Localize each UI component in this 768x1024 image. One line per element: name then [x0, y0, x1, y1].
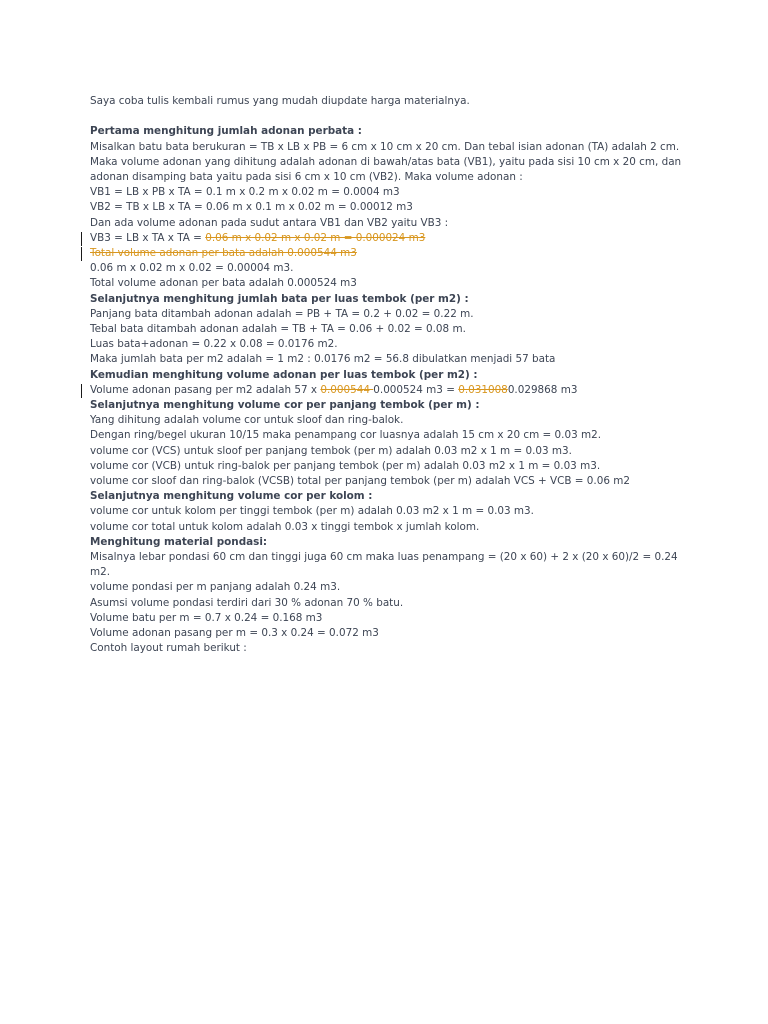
panjang-bata-line: Panjang bata ditambah adonan adalah = PB + TA = 0.2 + 0.02 = 0.22 m.	[90, 307, 474, 320]
volume-pondasi-line: volume pondasi per m panjang adalah 0.24 m3.	[90, 581, 341, 594]
document-body	[90, 94, 690, 657]
asumsi-line: Asumsi volume pondasi terdiri dari 30 % adonan 70 % batu.	[90, 596, 404, 609]
cor-kolom-line: volume cor untuk kolom per tinggi tembok (per m) adalah 0.03 m2 x 1 m = 0.03 m3.	[90, 505, 534, 518]
cor-total-kolom-line: volume cor total untuk kolom adalah 0.03 x tinggi tembok x jumlah kolom.	[90, 520, 480, 533]
volume-adonan-text-1: Volume adonan pasang per m2 adalah 57 x	[90, 383, 321, 396]
brick-size-paragraph: Misalkan batu bata berukuran = TB x LB x PB = 6 cm x 10 cm x 20 cm. Dan tebal isian adonan (TA) adalah 2 cm. Maka volume adonan yang dihitung adalah adonan di bawah/atas bata (VB1), yaitu pada sisi 10 cm x 20 cm, dan adonan disamping bata yaitu pada sisi 6 cm x 10 cm (VB2). Maka volume adonan :	[90, 140, 682, 183]
vb1-formula: VB1 = LB x PB x TA = 0.1 m x 0.2 m x 0.02 m = 0.0004 m3	[90, 186, 400, 199]
vcb-line: volume cor (VCB) untuk ring-balok per panjang tembok (per m) adalah 0.03 m2 x 1 m = 0.03 m3.	[90, 459, 601, 472]
section-heading-adonan-perbata: Pertama menghitung jumlah adonan perbata :	[90, 125, 362, 138]
vb3-prefix: VB3 = LB x TA x TA =	[90, 231, 206, 244]
contoh-layout-line: Contoh layout rumah berikut :	[90, 642, 247, 655]
deleted-value-2: 0.031008	[458, 383, 508, 396]
vb2-formula: VB2 = TB x LB x TA = 0.06 m x 0.1 m x 0.02 m = 0.00012 m3	[90, 201, 413, 214]
section-heading-pondasi: Menghitung material pondasi:	[90, 535, 268, 548]
pondasi-paragraph: Misalnya lebar pondasi 60 cm dan tinggi juga 60 cm maka luas penampang = (20 x 60) + 2 x (20 x 60)/2 = 0.24 m2.	[90, 551, 678, 579]
volume-adonan-text-3: 0.029868 m3	[507, 383, 578, 396]
total-deleted-text: Total volume adonan per bata adalah 0.000544 m3	[90, 247, 357, 260]
section-heading-adonan-per-m2: Kemudian menghitung volume adonan per luas tembok (per m2) :	[90, 368, 478, 381]
deleted-total-line	[90, 246, 690, 261]
volume-adonan-pasang-line	[90, 383, 690, 398]
vcs-line: volume cor (VCS) untuk sloof per panjang tembok (per m) adalah 0.03 m2 x 1 m = 0.03 m3.	[90, 444, 572, 457]
cor-intro-line: Yang dihitung adalah volume cor untuk sloof dan ring-balok.	[90, 414, 404, 427]
luas-bata-line: Luas bata+adonan = 0.22 x 0.08 = 0.0176 m2.	[90, 338, 338, 351]
vb3-formula	[90, 231, 690, 246]
intro-text: Saya coba tulis kembali rumus yang mudah diupdate harga materialnya.	[90, 95, 470, 107]
tebal-bata-line: Tebal bata ditambah adonan adalah = TB + TA = 0.06 + 0.02 = 0.08 m.	[90, 323, 466, 336]
total-adonan-per-bata: Total volume adonan per bata adalah 0.000524 m3	[90, 277, 357, 290]
volume-adonan-pondasi-line: Volume adonan pasang per m = 0.3 x 0.24 = 0.072 m3	[90, 627, 379, 640]
volume-adonan-text-2: 0.000524 m3 =	[373, 383, 459, 396]
paragraph-gap	[90, 109, 690, 124]
deleted-value-1: 0.000544	[320, 383, 374, 396]
vb3-intro: Dan ada volume adonan pada sudut antara VB1 dan VB2 yaitu VB3 :	[90, 216, 449, 229]
ring-begel-line: Dengan ring/begel ukuran 10/15 maka penampang cor luasnya adalah 15 cm x 20 cm = 0.03 m2.	[90, 429, 602, 442]
section-heading-cor-per-panjang: Selanjutnya menghitung volume cor per panjang tembok (per m) :	[90, 399, 480, 412]
volume-batu-line: Volume batu per m = 0.7 x 0.24 = 0.168 m3	[90, 611, 323, 624]
section-heading-cor-per-kolom: Selanjutnya menghitung volume cor per kolom :	[90, 490, 373, 503]
vb3-value: 0.06 m x 0.02 m x 0.02 = 0.00004 m3.	[90, 262, 294, 275]
section-heading-bata-per-m2: Selanjutnya menghitung jumlah bata per luas tembok (per m2) :	[90, 292, 469, 305]
vcsb-line: volume cor sloof dan ring-balok (VCSB) total per panjang tembok (per m) adalah VCS + VCB = 0.06 m2	[90, 475, 630, 488]
jumlah-bata-line: Maka jumlah bata per m2 adalah = 1 m2 : 0.0176 m2 = 56.8 dibulatkan menjadi 57 bata	[90, 353, 556, 366]
vb3-deleted-value: 0.06 m x 0.02 m x 0.02 m = 0.000024 m3	[205, 231, 426, 244]
